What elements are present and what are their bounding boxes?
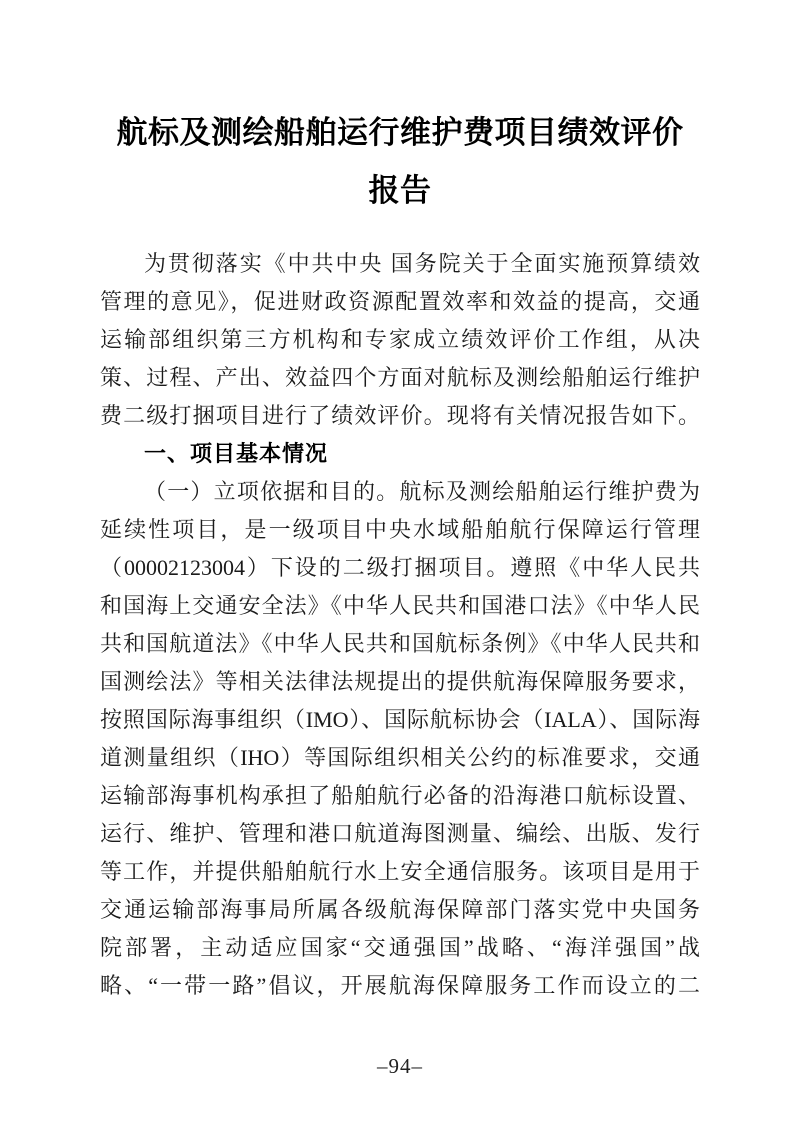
page-content — [100, 104, 700, 1005]
body-line: 国测绘法》等相关法律法规提出的提供航海保障服务要求， — [100, 669, 700, 694]
page-number: –94– — [377, 1054, 423, 1078]
body-line: 费二级打捆项目进行了绩效评价。现将有关情况报告如下。 — [100, 403, 700, 428]
report-title-line2: 报告 — [368, 173, 432, 208]
body-line: 为贯彻落实《中共中央 国务院关于全面实施预算绩效 — [144, 251, 700, 276]
body-line: 运行、维护、管理和港口航道海图测量、编绘、出版、发行 — [100, 821, 700, 846]
body-line: 交通运输部海事局所属各级航海保障部门落实党中央国务 — [100, 897, 700, 922]
body-line: 管理的意见》，促进财政资源配置效率和效益的提高，交通 — [100, 289, 700, 314]
body-line: 略、“一带一路”倡议，开展航海保障服务工作而设立的二 — [100, 973, 700, 998]
body-line: （一）立项依据和目的。航标及测绘船舶运行维护费为 — [144, 479, 700, 504]
body-line: （00002123004）下设的二级打捆项目。遵照《中华人民共 — [100, 555, 700, 580]
body-line: 策、过程、产出、效益四个方面对航标及测绘船舶运行维护 — [100, 365, 700, 390]
section-heading: 一、项目基本情况 — [144, 441, 329, 466]
body-line: 共和国航道法》《中华人民共和国航标条例》《中华人民共和 — [100, 631, 700, 656]
report-title-line1: 航标及测绘船舶运行维护费项目绩效评价 — [116, 115, 684, 150]
body-line: 院部署，主动适应国家“交通强国”战略、“海洋强国”战 — [100, 935, 700, 960]
subsection-paragraph — [100, 473, 700, 1005]
body-line: 运输部海事机构承担了船舶航行必备的沿海港口航标设置、 — [100, 783, 700, 808]
intro-paragraph — [100, 245, 700, 435]
body-line: 道测量组织（IHO）等国际组织相关公约的标准要求，交通 — [100, 745, 700, 770]
body-line: 按照国际海事组织（IMO）、国际航标协会（IALA）、国际海 — [100, 707, 700, 732]
report-title — [100, 104, 700, 220]
body-line: 延续性项目，是一级项目中央水域船舶航行保障运行管理 — [100, 517, 700, 542]
body-line: 等工作，并提供船舶航行水上安全通信服务。该项目是用于 — [100, 859, 700, 884]
body-line: 运输部组织第三方机构和专家成立绩效评价工作组，从决 — [100, 327, 700, 352]
body-line: 和国海上交通安全法》《中华人民共和国港口法》《中华人民 — [100, 593, 700, 618]
